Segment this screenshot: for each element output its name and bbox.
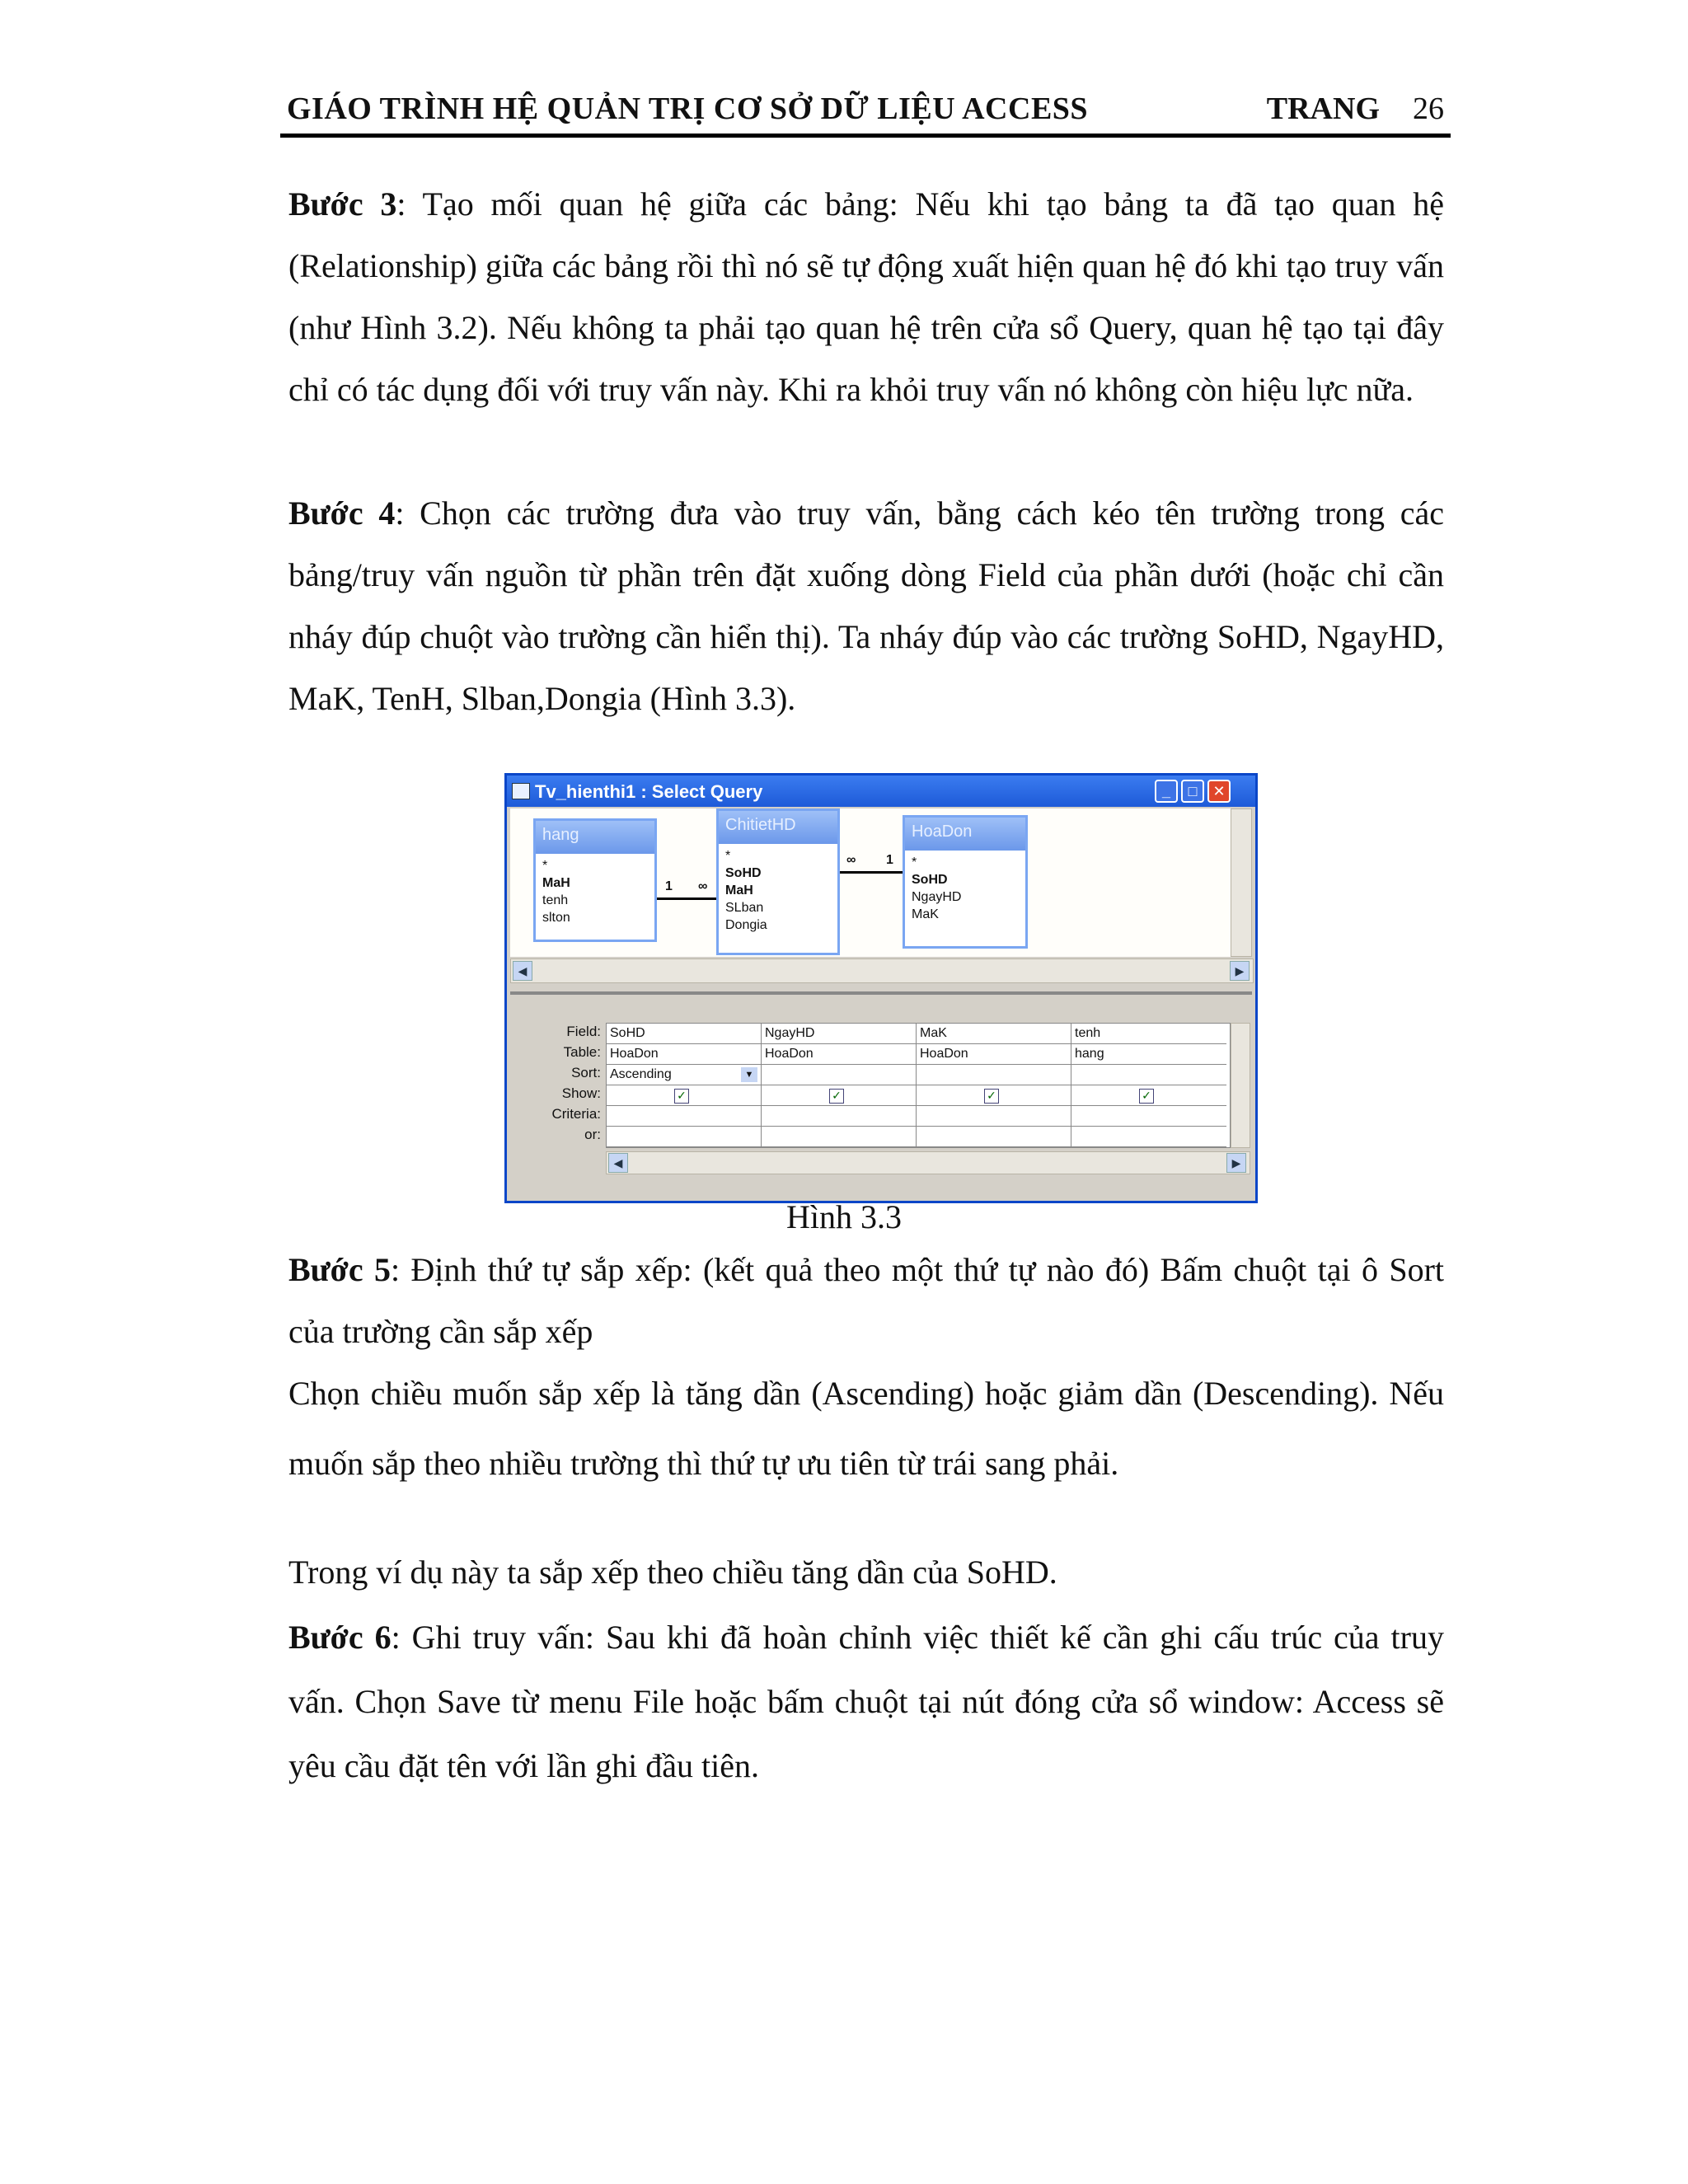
row-label-criteria: Criteria: bbox=[551, 1106, 601, 1122]
window-titlebar bbox=[507, 776, 1255, 807]
step4-label: Bước 4 bbox=[288, 494, 396, 532]
field-item[interactable]: Dongia bbox=[725, 918, 767, 932]
grid-cell-field[interactable]: SoHD bbox=[607, 1024, 761, 1044]
field-item[interactable]: SoHD bbox=[725, 866, 762, 880]
pane-splitter[interactable] bbox=[510, 991, 1252, 995]
field-item[interactable]: MaH bbox=[542, 876, 570, 890]
grid-cell-sort[interactable] bbox=[917, 1065, 1071, 1085]
step3-paragraph bbox=[288, 173, 1444, 420]
table-hoadon-fields bbox=[905, 851, 1025, 926]
field-item[interactable]: MaH bbox=[725, 883, 753, 898]
sort-value: Ascending bbox=[610, 1067, 672, 1081]
grid-cell-show[interactable] bbox=[917, 1085, 1071, 1106]
step4-paragraph bbox=[288, 482, 1444, 729]
relation-line-hang-chitiethd bbox=[657, 898, 716, 900]
step5-label: Bước 5 bbox=[288, 1251, 391, 1288]
row-label-table: Table: bbox=[563, 1044, 601, 1060]
step5-continuation-paragraph: Chọn chiều muốn sắp xếp là tăng dần (Ascending) hoặc giảm dần (Descending). Nếu muốn sắp theo nhiều trường thì thứ tự ưu tiên từ trái sang phải. bbox=[288, 1375, 1444, 1482]
grid-cell-criteria[interactable] bbox=[1071, 1106, 1226, 1127]
step6-text: : Ghi truy vấn: Sau khi đã hoàn chỉnh việc thiết kế cần ghi cấu trúc của truy vấn. Chọn Save từ menu File hoặc bấm chuột tại nút đóng cửa sổ window: Access sẽ yêu cầu đặt tên với lần ghi đầu tiên. bbox=[288, 1619, 1444, 1784]
table-pane-vertical-scrollbar[interactable] bbox=[1231, 808, 1252, 957]
grid-cell-sort[interactable] bbox=[762, 1065, 916, 1085]
example-paragraph: Trong ví dụ này ta sắp xếp theo chiều tăng dần của SoHD. bbox=[288, 1554, 1057, 1591]
grid-horizontal-scrollbar[interactable] bbox=[606, 1151, 1250, 1174]
grid-row-labels bbox=[510, 1021, 601, 1145]
row-label-or: or: bbox=[584, 1127, 601, 1142]
grid-cell-criteria[interactable] bbox=[607, 1106, 761, 1127]
page-header bbox=[280, 89, 1451, 132]
step4-text: : Chọn các trường đưa vào truy vấn, bằng cách kéo tên trường trong các bảng/truy vấn nguồn từ phần trên đặt xuống dòng Field của phần dưới (hoặc chỉ cần nháy đúp chuột vào trường cần hiển thị). Ta nháy đúp vào các trường SoHD, NgayHD, MaK, TenH, Slban,Dongia (Hình 3.3). bbox=[288, 494, 1444, 717]
grid-cell-sort[interactable] bbox=[607, 1065, 761, 1085]
table-chitiethd-title: ChitietHD bbox=[719, 811, 837, 844]
relation-many-label: ∞ bbox=[846, 853, 856, 867]
grid-cell-show[interactable] bbox=[607, 1085, 761, 1106]
header-rule bbox=[280, 134, 1451, 138]
scroll-right-icon[interactable]: ▶ bbox=[1226, 1153, 1246, 1173]
grid-cell-table[interactable]: HoaDon bbox=[762, 1044, 916, 1065]
grid-column bbox=[1071, 1024, 1226, 1147]
step6-label: Bước 6 bbox=[288, 1619, 392, 1656]
grid-column bbox=[607, 1024, 762, 1147]
field-item[interactable]: SoHD bbox=[912, 873, 948, 887]
relation-line-chitiethd-hoadon bbox=[840, 871, 903, 874]
table-pane-horizontal-scrollbar[interactable] bbox=[510, 958, 1254, 983]
show-checkbox[interactable]: ✓ bbox=[1139, 1089, 1154, 1104]
grid-cell-criteria[interactable] bbox=[762, 1106, 916, 1127]
grid-cell-or[interactable] bbox=[762, 1127, 916, 1147]
design-grid bbox=[606, 1023, 1231, 1148]
table-hang-title: hang bbox=[536, 821, 654, 854]
scroll-left-icon[interactable]: ◀ bbox=[608, 1153, 628, 1173]
design-grid-pane bbox=[510, 1013, 1252, 1194]
field-item[interactable]: SLban bbox=[725, 901, 764, 915]
step3-label: Bước 3 bbox=[288, 185, 397, 223]
scroll-right-icon[interactable]: ▶ bbox=[1230, 961, 1250, 981]
show-checkbox[interactable]: ✓ bbox=[984, 1089, 999, 1104]
grid-cell-show[interactable] bbox=[1071, 1085, 1226, 1106]
grid-cell-or[interactable] bbox=[607, 1127, 761, 1147]
field-item[interactable]: slton bbox=[542, 911, 570, 925]
grid-column bbox=[762, 1024, 917, 1147]
close-icon[interactable]: ✕ bbox=[1207, 780, 1231, 803]
relation-many-label: ∞ bbox=[698, 879, 708, 893]
table-hoadon-title: HoaDon bbox=[905, 818, 1025, 851]
grid-column bbox=[917, 1024, 1071, 1147]
grid-cell-field[interactable]: NgayHD bbox=[762, 1024, 916, 1044]
grid-cell-table[interactable]: HoaDon bbox=[917, 1044, 1071, 1065]
table-chitiethd-fields bbox=[719, 844, 837, 937]
step5-text: : Định thứ tự sắp xếp: (kết quả theo một thứ tự nào đó) Bấm chuột tại ô Sort của trường cần sắp xếp bbox=[288, 1251, 1445, 1350]
window-title: Tv_hienthi1 : Select Query bbox=[535, 781, 763, 802]
grid-cell-criteria[interactable] bbox=[917, 1106, 1071, 1127]
show-checkbox[interactable]: ✓ bbox=[829, 1089, 844, 1104]
page-number-value: 26 bbox=[1413, 91, 1444, 126]
show-checkbox[interactable]: ✓ bbox=[674, 1089, 689, 1104]
row-label-show: Show: bbox=[561, 1085, 601, 1101]
page-label: TRANG bbox=[1266, 91, 1380, 126]
grid-cell-sort[interactable] bbox=[1071, 1065, 1226, 1085]
relation-one-label: 1 bbox=[886, 853, 893, 867]
table-chitiethd[interactable] bbox=[716, 808, 840, 955]
table-hang-fields bbox=[536, 854, 654, 930]
table-hoadon[interactable] bbox=[903, 815, 1028, 949]
step5-paragraph bbox=[288, 1239, 1444, 1362]
field-item[interactable]: * bbox=[912, 855, 917, 869]
row-label-sort: Sort: bbox=[571, 1065, 601, 1080]
scroll-left-icon[interactable]: ◀ bbox=[513, 961, 532, 981]
document-title: GIÁO TRÌNH HỆ QUẢN TRỊ CƠ SỞ DỮ LIỆU ACCESS bbox=[287, 91, 1089, 126]
field-item[interactable]: * bbox=[542, 859, 548, 873]
figure-caption: Hình 3.3 bbox=[786, 1198, 902, 1235]
step3-text: : Tạo mối quan hệ giữa các bảng: Nếu khi tạo bảng ta đã tạo quan hệ (Relationship) giữa các bảng rồi thì nó sẽ tự động xuất hiện quan hệ đó khi tạo truy vấn (như Hình 3.2). Nếu không ta phải tạo quan hệ trên cửa sổ Query, quan hệ tạo tại đây chỉ có tác dụng đối với truy vấn này. Khi ra khỏi truy vấn nó không còn hiệu lực nữa. bbox=[288, 185, 1444, 408]
grid-cell-table[interactable]: hang bbox=[1071, 1044, 1226, 1065]
grid-cell-or[interactable] bbox=[1071, 1127, 1226, 1147]
maximize-icon[interactable]: □ bbox=[1181, 780, 1204, 803]
field-item[interactable]: tenh bbox=[542, 893, 569, 907]
row-label-field: Field: bbox=[566, 1024, 601, 1039]
grid-vertical-scrollbar[interactable] bbox=[1231, 1023, 1250, 1148]
relation-one-label: 1 bbox=[665, 879, 673, 893]
field-item[interactable]: NgayHD bbox=[912, 890, 962, 904]
query-design-window bbox=[504, 773, 1258, 1203]
step6-paragraph bbox=[288, 1605, 1444, 1798]
dropdown-arrow-icon[interactable]: ▼ bbox=[741, 1067, 757, 1082]
grid-cell-table[interactable]: HoaDon bbox=[607, 1044, 761, 1065]
table-hang[interactable] bbox=[533, 818, 657, 942]
grid-cell-field[interactable]: tenh bbox=[1071, 1024, 1226, 1044]
grid-cell-show[interactable] bbox=[762, 1085, 916, 1106]
minimize-icon[interactable]: _ bbox=[1155, 780, 1178, 803]
table-pane bbox=[510, 808, 1252, 957]
page-number bbox=[1267, 91, 1444, 127]
grid-cell-field[interactable]: MaK bbox=[917, 1024, 1071, 1044]
field-item[interactable]: * bbox=[725, 849, 731, 863]
query-icon bbox=[512, 783, 530, 799]
field-item[interactable]: MaK bbox=[912, 907, 939, 921]
grid-cell-or[interactable] bbox=[917, 1127, 1071, 1147]
